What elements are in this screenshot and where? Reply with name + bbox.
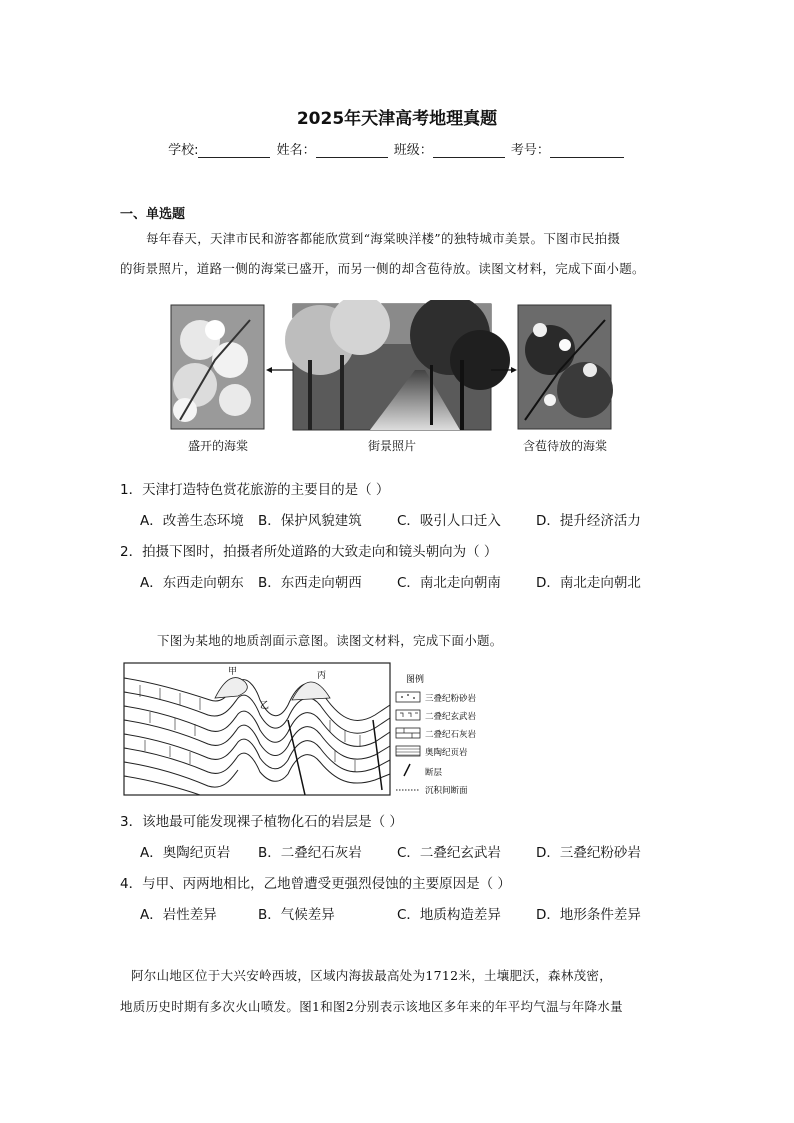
passage-3-line-2: 地质历史时期有多次火山喷发。图1和图2分别表示该地区多年来的年平均气温与年降水量 — [120, 999, 623, 1014]
q2-option-d[interactable]: D．南北走向朝北 — [536, 575, 641, 591]
legend-shale: 奥陶纪页岩 — [425, 748, 468, 758]
street-photo-figure — [120, 300, 680, 460]
legend-unconformity: 沉积间断面 — [425, 786, 468, 796]
legend-swatch-shale — [396, 746, 420, 756]
question-1: 1．天津打造特色赏花旅游的主要目的是（ ） — [120, 482, 390, 498]
street-scene-photo — [285, 300, 510, 430]
label-bing: 丙 — [317, 671, 327, 681]
page-title: 2025年天津高考地理真题 — [296, 109, 498, 129]
arrow-left-icon — [266, 367, 293, 373]
name-label: 姓名： — [276, 143, 316, 158]
passage-3-line-1: 阿尔山地区位于大兴安岭西坡，区域内海拔最高处为1712米，土壤肥沃，森林茂密， — [131, 968, 613, 983]
section-heading: 一、单选题 — [120, 207, 186, 222]
q1-option-b[interactable]: B．保护风貌建筑 — [258, 513, 362, 529]
question-3: 3．该地最可能发现裸子植物化石的岩层是（ ） — [120, 814, 403, 830]
passage-1 — [120, 224, 680, 254]
passage-2: 下图为某地的地质剖面示意图。读图文材料，完成下面小题。 — [157, 633, 503, 648]
q4-option-c[interactable]: C．地质构造差异 — [397, 907, 501, 923]
q4-option-a[interactable]: A．岩性差异 — [140, 907, 217, 923]
q4-option-d[interactable]: D．地形条件差异 — [536, 907, 641, 923]
q3-option-c[interactable]: C．二叠纪玄武岩 — [397, 845, 501, 861]
label-yi: 乙 — [260, 701, 270, 711]
q4-option-b[interactable]: B．气候差异 — [258, 907, 335, 923]
legend-swatch-siltstone — [396, 692, 420, 702]
q3-option-d[interactable]: D．三叠纪粉砂岩 — [536, 845, 641, 861]
name-blank — [316, 143, 388, 158]
passage-1-cont — [120, 254, 680, 284]
legend-limestone: 二叠纪石灰岩 — [425, 730, 477, 740]
legend-title: 图例 — [406, 675, 425, 685]
label-jia: 甲 — [228, 667, 238, 677]
question-4-options — [140, 903, 680, 923]
q1-option-a[interactable]: A．改善生态环境 — [140, 513, 244, 529]
q3-option-b[interactable]: B．二叠纪石灰岩 — [258, 845, 362, 861]
q3-option-a[interactable]: A．奥陶纪页岩 — [140, 845, 231, 861]
legend-swatch-fault — [404, 764, 410, 776]
legend-basalt: 二叠纪玄武岩 — [425, 712, 477, 722]
question-3-options — [140, 841, 680, 861]
passage-1-line-2: 的街景照片，道路一侧的海棠已盛开，而另一侧的却含苞待放。读图文材料，完成下面小题。 — [120, 261, 645, 276]
question-4: 4．与甲、丙两地相比，乙地曾遭受更强烈侵蚀的主要原因是（ ） — [120, 876, 511, 892]
q2-option-b[interactable]: B．东西走向朝西 — [258, 575, 362, 591]
q2-option-a[interactable]: A．东西走向朝东 — [140, 575, 244, 591]
passage-1-line-1: 每年春天，天津市民和游客都能欣赏到“海棠映洋楼”的独特城市美景。下图市民拍摄 — [146, 231, 621, 246]
school-label: 学校: — [168, 143, 199, 158]
class-label: 班级： — [393, 143, 433, 158]
legend — [396, 673, 477, 796]
number-blank — [550, 143, 624, 158]
photo-group — [120, 300, 680, 435]
caption-street: 街景照片 — [367, 439, 416, 453]
number-label: 考号： — [510, 143, 550, 158]
class-blank — [433, 143, 505, 158]
student-info-line — [0, 139, 794, 158]
question-2: 2．拍摄下图时，拍摄者所处道路的大致走向和镜头朝向为（ ） — [120, 544, 498, 560]
caption-budding: 含苞待放的海棠 — [522, 439, 607, 453]
question-1-options — [140, 509, 680, 529]
blooming-begonia-photo — [171, 305, 264, 429]
geologic-section-figure — [120, 660, 500, 800]
legend-fault: 断层 — [425, 768, 443, 778]
school-blank — [198, 143, 270, 158]
q2-option-c[interactable]: C．南北走向朝南 — [397, 575, 501, 591]
legend-siltstone: 三叠纪粉砂岩 — [425, 694, 477, 704]
budding-begonia-photo — [518, 305, 613, 429]
q1-option-c[interactable]: C．吸引人口迁入 — [397, 513, 501, 529]
q1-option-d[interactable]: D．提升经济活力 — [536, 513, 641, 529]
caption-blooming: 盛开的海棠 — [187, 439, 248, 453]
legend-swatch-basalt — [396, 710, 420, 720]
question-2-options — [140, 571, 680, 591]
